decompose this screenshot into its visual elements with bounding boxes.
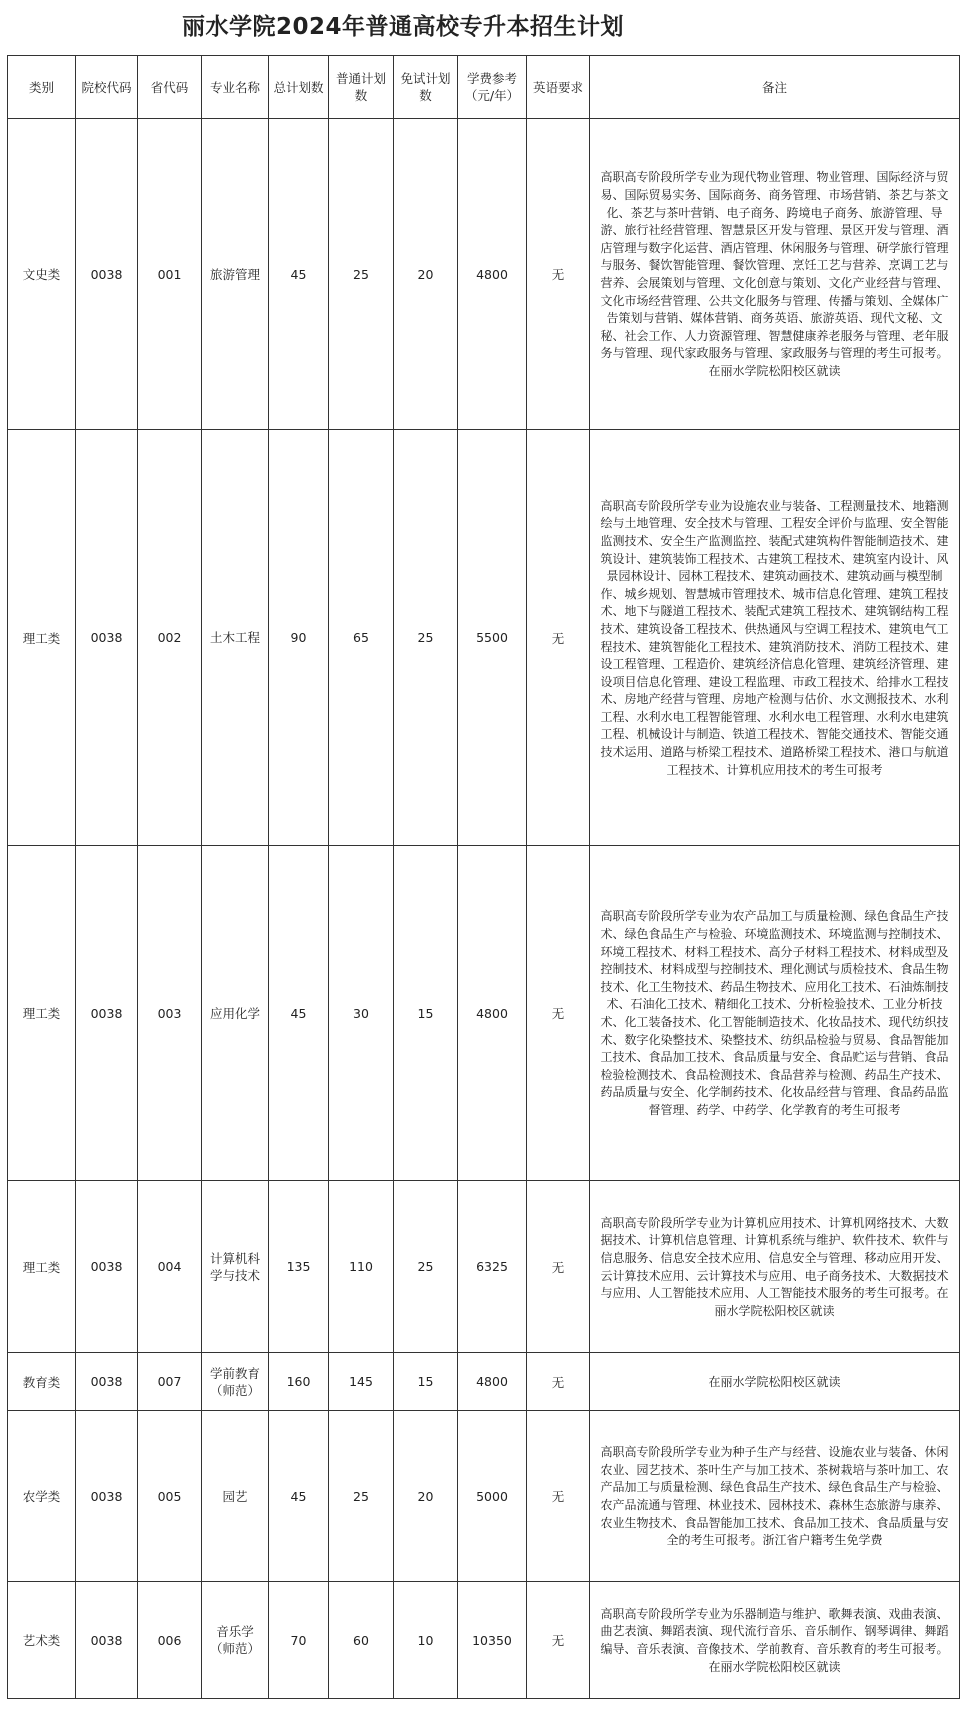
- cell-school-code: 0038: [76, 119, 138, 430]
- cell-province-code: 005: [138, 1411, 202, 1582]
- cell-note: 高职高专阶段所学专业为种子生产与经营、设施农业与装备、休闲农业、园艺技术、茶叶生产与加工技术、茶树栽培与茶叶加工、农产品加工与质量检测、绿色食品生产技术、绿色食品生产与检验、农产品流通与管理、林业技术、园林技术、森林生态旅游与康养、农业生物技术、食品智能加工技术、食品加工技术、食品质量与安全的考生可报考。浙江省户籍考生免学费: [590, 1411, 960, 1582]
- cell-note: 高职高专阶段所学专业为农产品加工与质量检测、绿色食品生产技术、绿色食品生产与检验、环境监测技术、环境监测与控制技术、环境工程技术、材料工程技术、高分子材料工程技术、材料成型及控制技术、材料成型与控制技术、理化测试与质检技术、食品生物技术、化工生物技术、药品生物技术、应用化工技术、石油炼制技术、石油化工技术、精细化工技术、分析检验技术、工业分析技术、化工装备技术、化工智能制造技术、化妆品技术、现代纺织技术、数字化染整技术、染整技术、纺织品检验与贸易、食品智能加工技术、食品加工技术、食品质量与安全、食品贮运与营销、食品检验检测技术、食品检测技术、食品营养与检测、药品生产技术、药品质量与安全、化学制药技术、化妆品经营与管理、食品药品监督管理、药学、中药学、化学教育的考生可报考: [590, 846, 960, 1181]
- cell-english: 无: [527, 1181, 590, 1353]
- cell-note: 高职高专阶段所学专业为乐器制造与维护、歌舞表演、戏曲表演、曲艺表演、舞蹈表演、现代流行音乐、音乐制作、钢琴调律、舞蹈编导、音乐表演、音像技术、学前教育、音乐教育的考生可报考。在丽水学院松阳校区就读: [590, 1582, 960, 1699]
- cell-province-code: 001: [138, 119, 202, 430]
- header-school-code: 院校代码: [76, 56, 138, 119]
- header-normal-plan: 普通计划数: [329, 56, 394, 119]
- cell-total: 160: [269, 1353, 329, 1411]
- cell-school-code: 0038: [76, 846, 138, 1181]
- cell-province-code: 003: [138, 846, 202, 1181]
- cell-total: 45: [269, 846, 329, 1181]
- header-tuition: 学费参考（元/年）: [458, 56, 527, 119]
- cell-category: 理工类: [8, 846, 76, 1181]
- cell-category: 教育类: [8, 1353, 76, 1411]
- cell-normal: 25: [329, 1411, 394, 1582]
- cell-category: 理工类: [8, 1181, 76, 1353]
- cell-exempt: 10: [394, 1582, 458, 1699]
- cell-exempt: 25: [394, 1181, 458, 1353]
- cell-english: 无: [527, 430, 590, 846]
- cell-category: 理工类: [8, 430, 76, 846]
- cell-tuition: 6325: [458, 1181, 527, 1353]
- cell-total: 45: [269, 119, 329, 430]
- header-exempt-plan: 免试计划数: [394, 56, 458, 119]
- cell-exempt: 15: [394, 846, 458, 1181]
- cell-normal: 110: [329, 1181, 394, 1353]
- cell-exempt: 25: [394, 430, 458, 846]
- cell-normal: 65: [329, 430, 394, 846]
- cell-major: 应用化学: [202, 846, 269, 1181]
- cell-normal: 60: [329, 1582, 394, 1699]
- cell-major: 园艺: [202, 1411, 269, 1582]
- header-category: 类别: [8, 56, 76, 119]
- cell-major: 学前教育（师范）: [202, 1353, 269, 1411]
- cell-english: 无: [527, 119, 590, 430]
- header-row: [8, 56, 960, 119]
- cell-tuition: 5000: [458, 1411, 527, 1582]
- table-row: [8, 119, 960, 430]
- table-row: [8, 1411, 960, 1582]
- header-major: 专业名称: [202, 56, 269, 119]
- cell-school-code: 0038: [76, 1353, 138, 1411]
- table-row: [8, 430, 960, 846]
- cell-note: 在丽水学院松阳校区就读: [590, 1353, 960, 1411]
- cell-exempt: 15: [394, 1353, 458, 1411]
- page-title-text: 丽水学院2024年普通高校专升本招生计划: [181, 14, 624, 40]
- page-title: [0, 8, 966, 41]
- cell-category: 农学类: [8, 1411, 76, 1582]
- cell-province-code: 007: [138, 1353, 202, 1411]
- cell-province-code: 002: [138, 430, 202, 846]
- cell-total: 70: [269, 1582, 329, 1699]
- cell-normal: 145: [329, 1353, 394, 1411]
- cell-major: 音乐学（师范）: [202, 1582, 269, 1699]
- cell-major: 旅游管理: [202, 119, 269, 430]
- cell-exempt: 20: [394, 119, 458, 430]
- cell-category: 艺术类: [8, 1582, 76, 1699]
- header-english: 英语要求: [527, 56, 590, 119]
- header-note: 备注: [590, 56, 960, 119]
- cell-major: 计算机科学与技术: [202, 1181, 269, 1353]
- cell-province-code: 006: [138, 1582, 202, 1699]
- cell-school-code: 0038: [76, 1181, 138, 1353]
- cell-province-code: 004: [138, 1181, 202, 1353]
- cell-note: 高职高专阶段所学专业为设施农业与装备、工程测量技术、地籍测绘与土地管理、安全技术与管理、工程安全评价与监理、安全智能监测技术、安全生产监测监控、装配式建筑构件智能制造技术、建筑设计、建筑装饰工程技术、古建筑工程技术、建筑室内设计、风景园林设计、园林工程技术、建筑动画技术、建筑动画与模型制作、城乡规划、智慧城市管理技术、城市信息化管理、建筑工程技术、地下与隧道工程技术、装配式建筑工程技术、建筑钢结构工程技术、建筑设备工程技术、供热通风与空调工程技术、建筑电气工程技术、建筑智能化工程技术、建筑消防技术、消防工程技术、建设工程管理、工程造价、建筑经济信息化管理、建筑经济管理、建设项目信息化管理、建设工程监理、市政工程技术、给排水工程技术、房地产经营与管理、房地产检测与估价、水文测报技术、水利工程、水利水电工程智能管理、水利水电工程管理、水利水电建筑工程、机械设计与制造、铁道工程技术、智能交通技术、智能交通技术运用、道路与桥梁工程技术、道路桥梁工程技术、港口与航道工程技术、计算机应用技术的考生可报考: [590, 430, 960, 846]
- cell-school-code: 0038: [76, 430, 138, 846]
- cell-total: 90: [269, 430, 329, 846]
- cell-tuition: 4800: [458, 846, 527, 1181]
- cell-category: 文史类: [8, 119, 76, 430]
- cell-school-code: 0038: [76, 1582, 138, 1699]
- table-row: [8, 1582, 960, 1699]
- cell-exempt: 20: [394, 1411, 458, 1582]
- cell-major: 土木工程: [202, 430, 269, 846]
- table-row: [8, 846, 960, 1181]
- cell-tuition: 5500: [458, 430, 527, 846]
- cell-english: 无: [527, 1411, 590, 1582]
- cell-total: 45: [269, 1411, 329, 1582]
- cell-tuition: 4800: [458, 1353, 527, 1411]
- cell-english: 无: [527, 846, 590, 1181]
- header-province-code: 省代码: [138, 56, 202, 119]
- cell-school-code: 0038: [76, 1411, 138, 1582]
- cell-tuition: 10350: [458, 1582, 527, 1699]
- cell-english: 无: [527, 1353, 590, 1411]
- cell-normal: 25: [329, 119, 394, 430]
- enrollment-plan-table: [7, 55, 960, 1699]
- header-total-plan: 总计划数: [269, 56, 329, 119]
- table-row: [8, 1181, 960, 1353]
- cell-note: 高职高专阶段所学专业为现代物业管理、物业管理、国际经济与贸易、国际贸易实务、国际商务、商务管理、市场营销、茶艺与茶文化、茶艺与茶叶营销、电子商务、跨境电子商务、旅游管理、导游、旅行社经营管理、智慧景区开发与管理、景区开发与管理、酒店管理与数字化运营、酒店管理、休闲服务与管理、研学旅行管理与服务、餐饮智能管理、餐饮管理、烹饪工艺与营养、烹调工艺与营养、会展策划与管理、文化创意与策划、文化产业经营与管理、文化市场经营管理、公共文化服务与管理、传播与策划、全媒体广告策划与营销、媒体营销、商务英语、旅游英语、现代文秘、文秘、社会工作、人力资源管理、智慧健康养老服务与管理、老年服务与管理、现代家政服务与管理、家政服务与管理的考生可报考。在丽水学院松阳校区就读: [590, 119, 960, 430]
- cell-total: 135: [269, 1181, 329, 1353]
- table-row: [8, 1353, 960, 1411]
- cell-normal: 30: [329, 846, 394, 1181]
- cell-tuition: 4800: [458, 119, 527, 430]
- cell-note: 高职高专阶段所学专业为计算机应用技术、计算机网络技术、大数据技术、计算机信息管理、计算机系统与维护、软件技术、软件与信息服务、信息安全技术应用、信息安全与管理、移动应用开发、云计算技术应用、云计算技术与应用、电子商务技术、大数据技术与应用、人工智能技术应用、人工智能技术服务的考生可报考。在丽水学院松阳校区就读: [590, 1181, 960, 1353]
- cell-english: 无: [527, 1582, 590, 1699]
